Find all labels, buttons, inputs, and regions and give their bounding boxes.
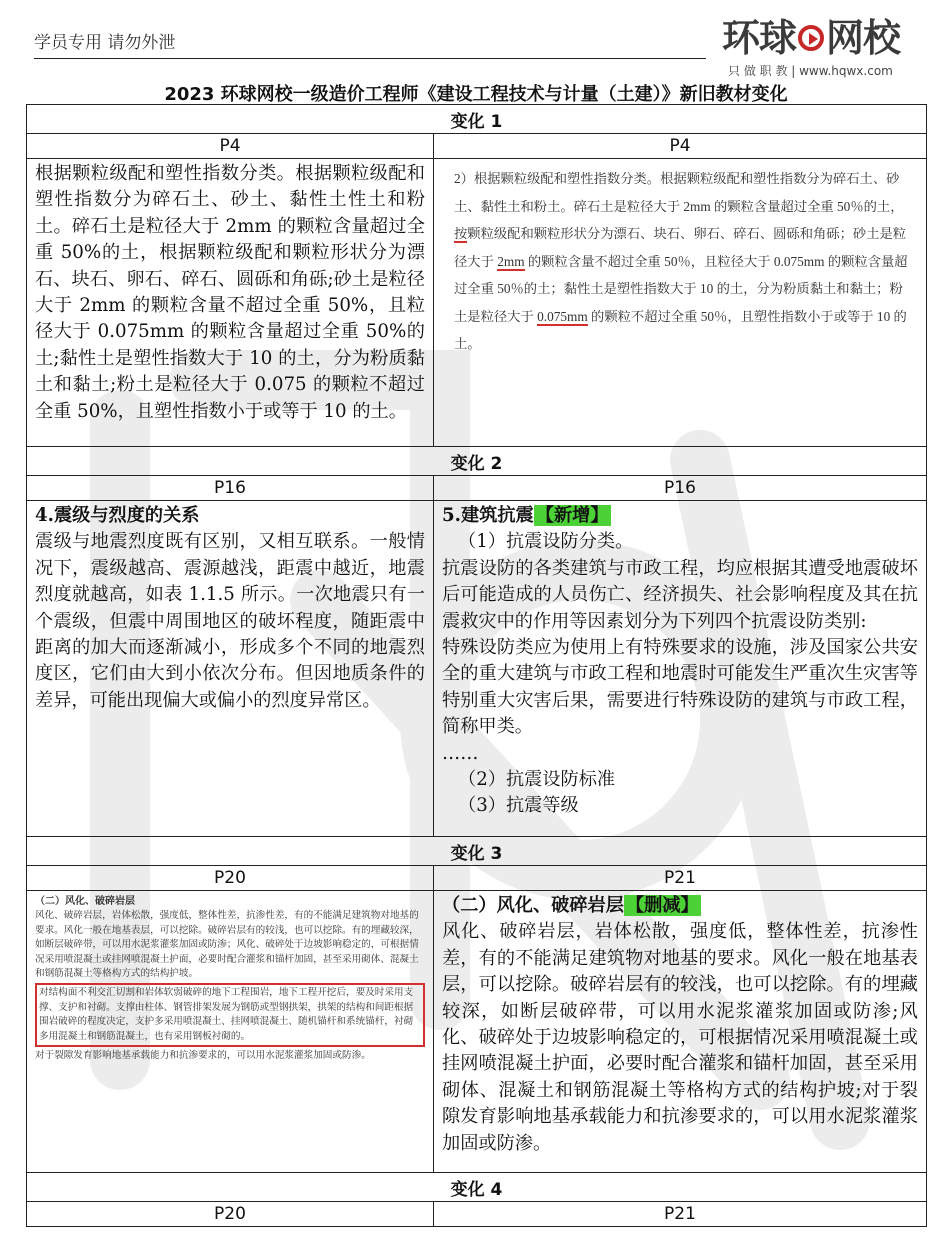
change-1-new-page: P4 — [434, 134, 927, 159]
change-2-label: 变化 2 — [27, 447, 927, 476]
change-1-new-cell — [434, 159, 927, 447]
red-underline-mark: 0.075mm — [537, 308, 588, 324]
change-3-old-heading: （二）风化、破碎岩层 — [35, 896, 135, 907]
comparison-table — [26, 104, 927, 1227]
change-1-old-cell — [27, 159, 434, 447]
change-3-old-para1: 风化、破碎岩层，岩体松散，强度低，整体性差，抗渗性差，有的不能满足建筑物对地基的要求。风化一般在地基表层，可以挖除。破碎岩层有的较浅，也可以挖除。有的埋藏较深，如断层破碎带，可以用水泥浆灌浆加固或防渗；风化、破碎处于边坡影响稳定的，可根据情况采用喷混凝土或挂网喷混凝土护面，必要时配合灌浆和锚杆加固，甚至采用砌体、混凝土和钢筋混凝土等格构方式的结构护坡。 — [35, 910, 419, 980]
change-2-old-cell — [27, 501, 434, 837]
change-1-label: 变化 1 — [27, 105, 927, 134]
document-title: 2023 环球网校一级造价工程师《建设工程技术与计量（土建）》新旧教材变化 — [164, 84, 788, 105]
change-2-old-title: 4.震级与烈度的关系 — [35, 505, 200, 526]
change-3-new-title: （二）风化、破碎岩层 — [442, 895, 624, 916]
change-2-sub2: （2）抗震设防标准 — [458, 769, 616, 791]
change-2-para2: 特殊设防类应为使用上有特殊要求的设施，涉及国家公共安全的重大建筑与市政工程和地震时可能发生严重次生灾害等特别重大灾害后果，需要进行特殊设防的建筑与市政工程，简称甲类。 — [442, 637, 918, 738]
logo-text-left: 环球 — [722, 16, 797, 60]
change-3-old-cell — [27, 891, 434, 1173]
logo-text-right: 网校 — [826, 16, 901, 60]
deleted-content-box: 对结构面不利交汇切割和岩体软弱破碎的地下工程围岩，地下工程开挖后，要及时采用支撑、支护和衬砌。支撑由柱体、钢管排架发展为钢筋或型钢拱架，拱架的结构和间距根据围岩破碎的程度决定，支护多采用喷混凝土、挂网喷混凝土、随机锚杆和系统锚杆，衬砌多用混凝土和钢筋混凝土，也有采用钢板衬砌的。 — [35, 983, 425, 1047]
change-4-new-page: P21 — [434, 1202, 927, 1227]
deleted-tag: 【删减】 — [625, 895, 699, 916]
header-divider — [34, 58, 706, 59]
change-2-para1: 抗震设防的各类建筑与市政工程，均应根据其遭受地震破坏后可能造成的人员伤亡、经济损失、社会影响程度及其在抗震救灾中的作用等因素划分为下列四个抗震设防类别: — [442, 557, 918, 632]
change-3-old-para2: 对于裂隙发育影响地基承载能力和抗渗要求的，可以用水泥浆灌浆加固或防渗。 — [35, 1050, 371, 1062]
change-1-old-page: P4 — [27, 134, 434, 159]
change-3-old-page: P20 — [27, 866, 434, 891]
change-3-old-scan — [27, 891, 433, 1067]
change-1-new-scan: 2）根据颗粒级配和塑性指数分类。根据颗粒级配和塑性指数分为碎石土、砂土、黏性土和粉土。碎石土是粒径大于 2mm 的颗粒含量超过全重 50％的土，按颗粒级配和颗粒形状分为漂石、块石、卵石、碎石、圆砾和角砾；砂土是粒径大于 2mm 的颗粒含量不超过全重 50％，且粒径大于 0.075mm 的颗粒含量超过全重 50％的土；黏性土是塑性指数大于 10 的土，分为粉质黏土和黏土；粉土是粒径大于 0.075mm 的颗粒不超过全重 50％，且塑性指数小于或等于 10 的土。 — [454, 171, 908, 351]
change-3-new-text: 风化、破碎岩层，岩体松散，强度低，整体性差，抗渗性差，有的不能满足建筑物对地基的要求。风化一般在地基表层，可以挖除。破碎岩层有的较浅，也可以挖除。有的埋藏较深，如断层破碎带，可以用水泥浆灌浆加固或防渗;风化、破碎处于边坡影响稳定的，可根据情况采用喷混凝土或挂网喷混凝土护面，必要时配合灌浆和锚杆加固，甚至采用砌体、混凝土和钢筋混凝土等格构方式的结构护坡;对于裂隙发育影响地基承载能力和抗渗要求的，可以用水泥浆灌浆加固或防渗。 — [442, 921, 918, 1154]
change-2-new-page: P16 — [434, 476, 927, 501]
page-header — [0, 0, 952, 105]
change-2-new-cell — [434, 501, 927, 837]
change-2-old-page: P16 — [27, 476, 434, 501]
change-4-label: 变化 4 — [27, 1173, 927, 1202]
added-tag: 【新增】 — [535, 505, 609, 526]
red-underline-mark: 按 — [454, 226, 468, 241]
change-2-sub1: （1）抗震设防分类。 — [458, 531, 634, 553]
play-circle-icon — [798, 25, 824, 51]
change-3-label: 变化 3 — [27, 837, 927, 866]
change-3-new-page: P21 — [434, 866, 927, 891]
change-2-sub3: （3）抗震等级 — [458, 795, 579, 817]
change-4-old-page: P20 — [27, 1202, 434, 1227]
confidential-note: 学员专用 请勿外泄 — [34, 33, 176, 53]
change-1-old-text: 根据颗粒级配和塑性指数分类。根据颗粒级配和塑性指数分为碎石土、砂土、黏性土性土和粉土。碎石土是粒径大于 2mm 的颗粒含量超过全重 50%的土，根据颗粒级配和颗粒形状分为漂石、块石、卵石、碎石、圆砾和角砾;砂土是粒径大于 2mm 的颗粒含量不超过全重 50%，且粒径大于 0.075mm 的颗粒含量超过全重 50%的土;黏性土是塑性指数大于 10 的土，分为粉质黏土和黏土;粉土是粒径大于 0.075 的颗粒不超过全重 50%，且塑性指数小于或等于 10 的土。 — [35, 163, 425, 422]
logo-tagline: 只 做 职 教 | www.hqwx.com — [728, 64, 893, 78]
change-2-old-text: 震级与地震烈度既有区别，又相互联系。一般情况下，震级越高、震源越浅，距震中越近，地震烈度就越高，如表 1.1.5 所示。一次地震只有一个震级，但震中周围地区的破坏程度，随距震中距离的加大而逐渐减小，形成多个不同的地震烈度区，它们由大到小依次分布。但因地质条件的差异，可能出现偏大或偏小的烈度异常区。 — [35, 531, 425, 711]
hqwx-logo — [722, 18, 922, 88]
change-2-new-title: 5.建筑抗震 — [442, 505, 534, 526]
red-underline-mark: 2mm — [497, 253, 525, 269]
ellipsis: …… — [442, 742, 479, 764]
change-3-new-cell — [434, 891, 927, 1173]
